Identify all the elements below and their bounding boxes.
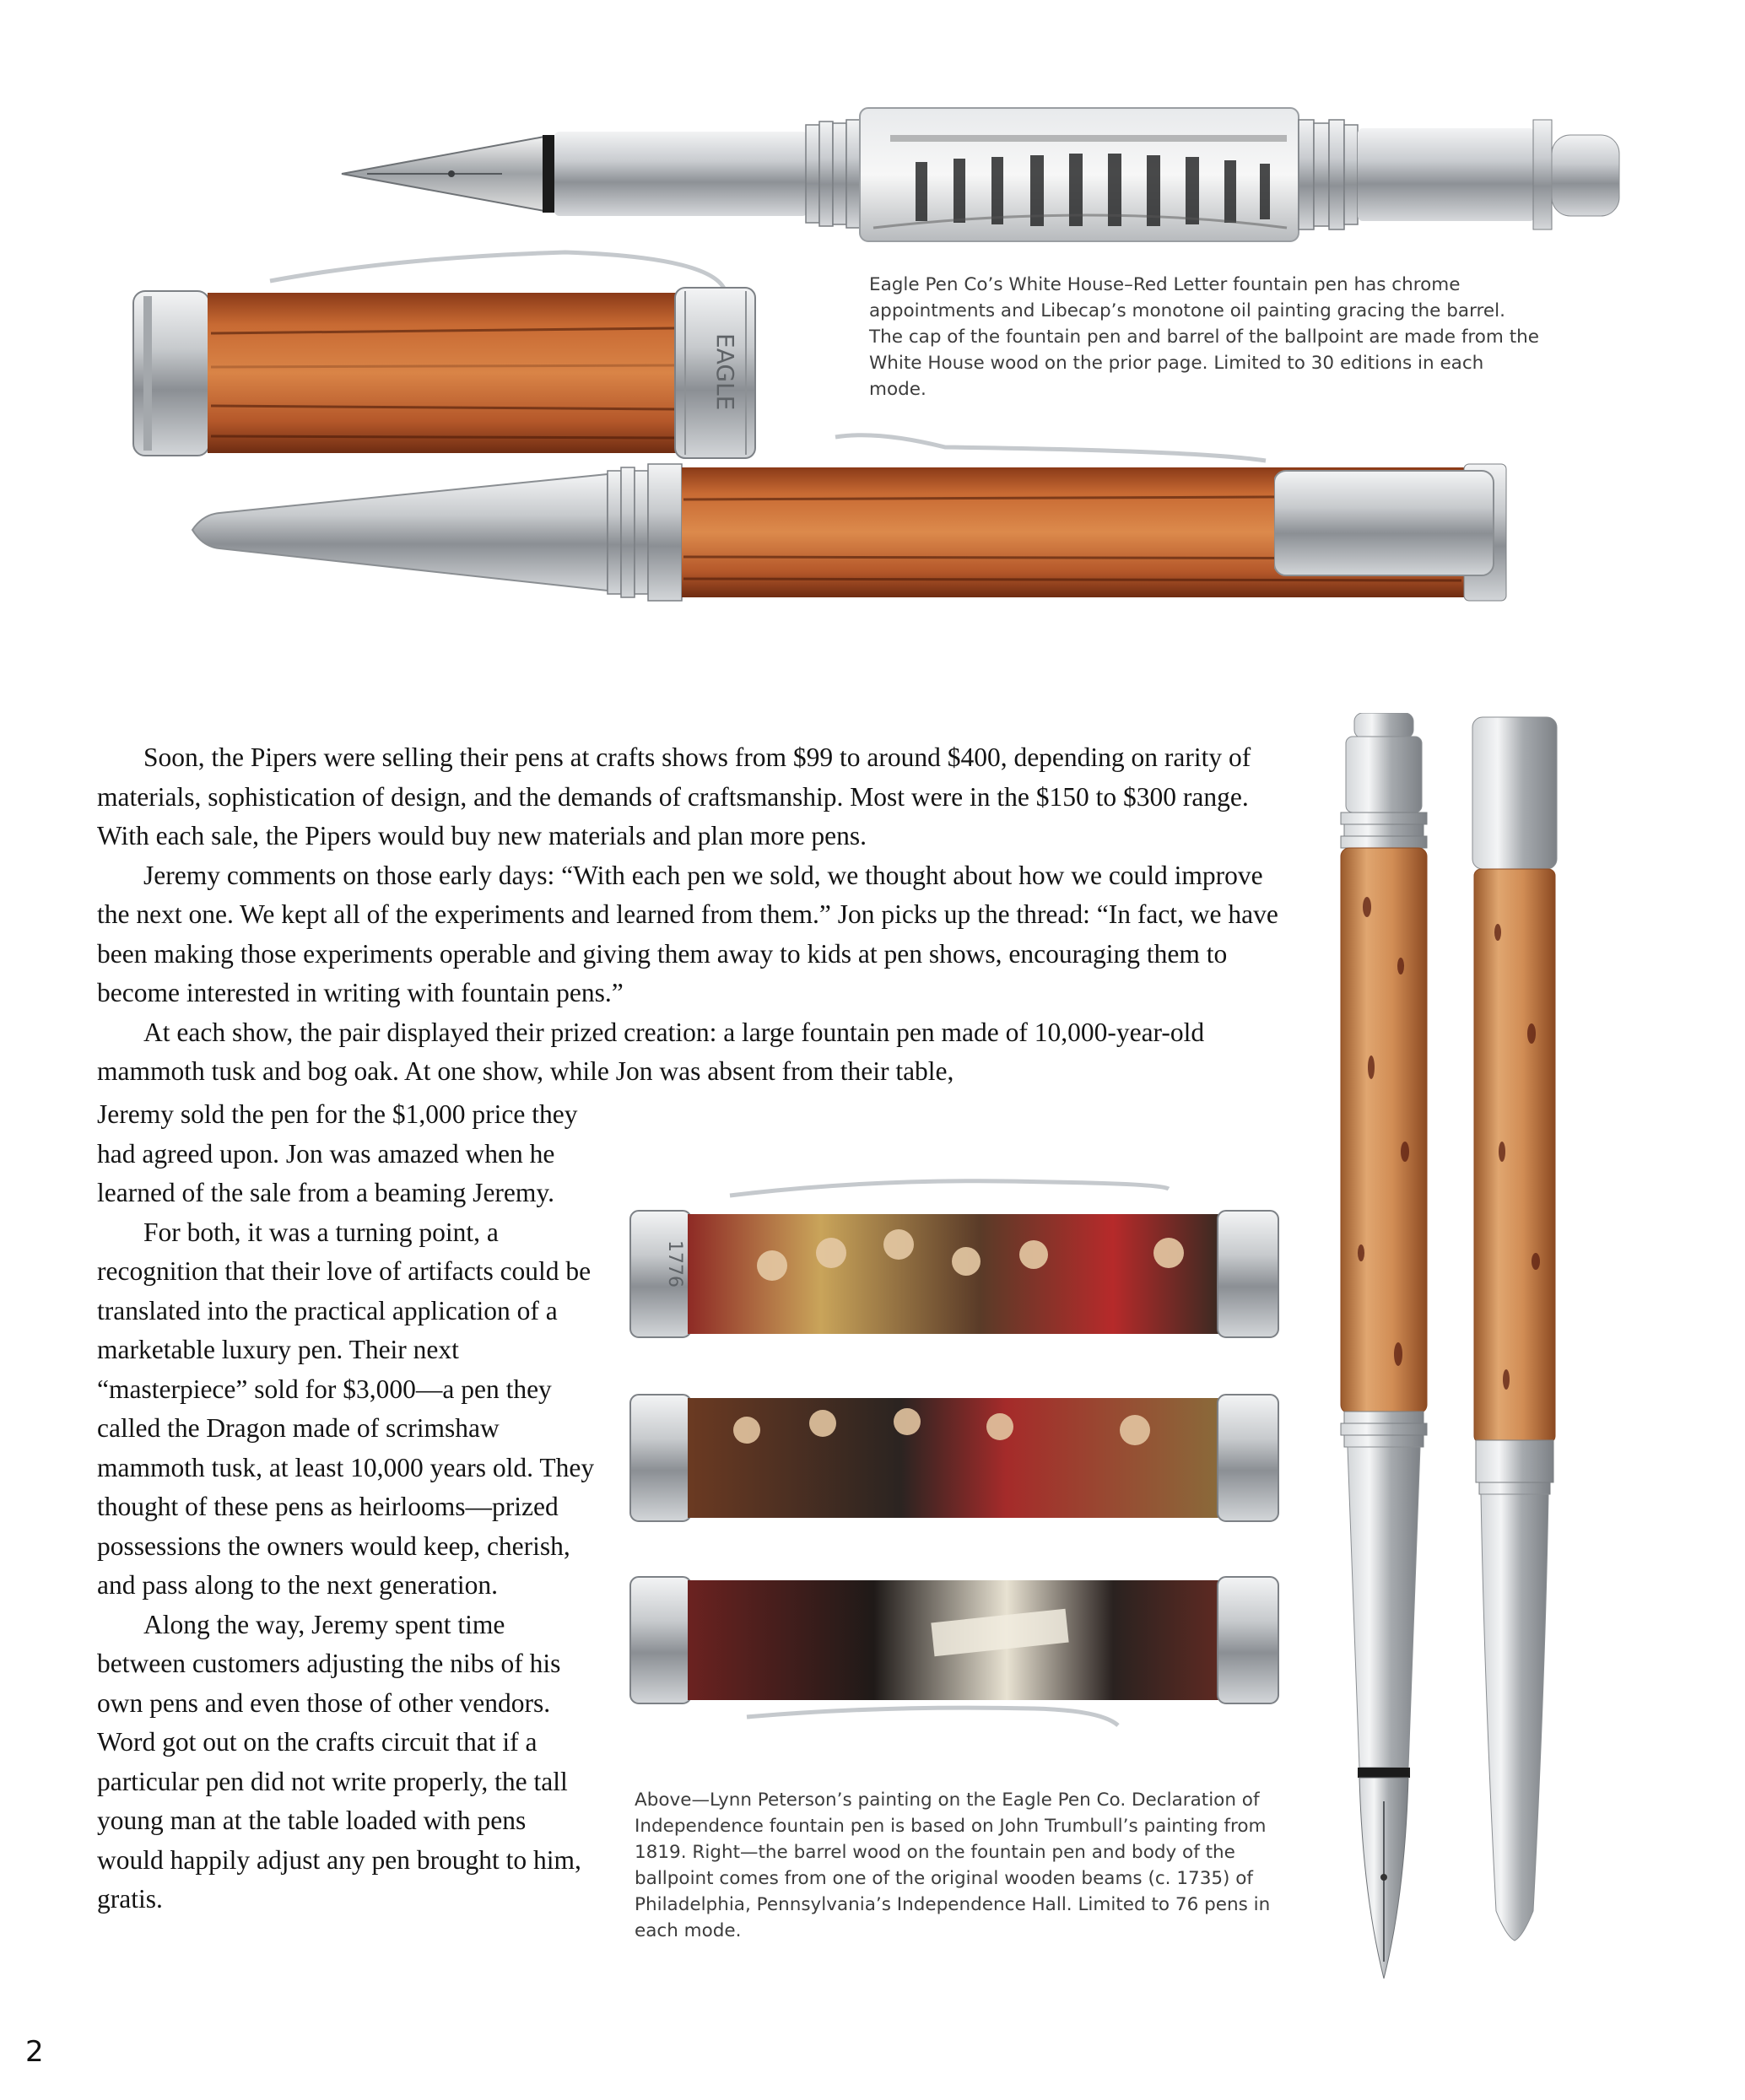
page-number: 2 bbox=[25, 2035, 44, 2069]
white-house-fountain-pen-photo bbox=[333, 101, 1650, 253]
article-text-wide bbox=[97, 738, 1278, 1092]
stamp-engraving: 1776 bbox=[664, 1240, 685, 1288]
paragraph: Jeremy comments on those early days: “With each pen we sold, we thought about how we could improve the next one. We kept all of the experiments and learned from them.” Jon picks up the thread: “In fact, we have been making those experiments operable and giving them away to kids at pen shows, encouraging them to become interested in writing with fountain pens.” bbox=[97, 860, 1278, 1007]
independence-hall-pens-detail bbox=[1321, 713, 1591, 2004]
paragraph: Soon, the Pipers were selling their pens at crafts shows from $99 to around $400, depending on rarity of materials, sophistication of design, and the demands of craftsmanship. Most were in the $150 to $300 range. With each sale, the Pipers would buy new materials and plan more pens. bbox=[97, 742, 1251, 850]
eagle-engraving: EAGLE bbox=[711, 333, 739, 411]
paragraph: At each show, the pair displayed their prized creation: a large fountain pen made of 10,000-year-old mammoth tusk and bog oak. At one show, while Jon was absent from their table, bbox=[97, 1017, 1205, 1086]
paragraph: For both, it was a turning point, a recognition that their love of artifacts could be translated into the practical application of a marketable luxury pen. Their next “masterpiece” sold for $3,000—a pen they called the Dragon made of scrimshaw mammoth tusk, at least 10,000 years old. They thought of these pens as heirlooms—prized possessions the owners would keep, cherish, and pass along to the next generation. bbox=[97, 1217, 595, 1600]
paragraph: Along the way, Jeremy spent time between customers adjusting the nibs of his own pens and even those of other vendors. Word got out on the crafts circuit that if a particular pen did not write properly, the tall young man at the table loaded with pens would happily adjust any pen brought to him, gratis. bbox=[97, 1609, 581, 1914]
bottom-photo-caption: Above—Lynn Peterson’s painting on the Eagle Pen Co. Declaration of Independence fountain pen is based on John Trumbull’s painting from 1819. Right—the barrel wood on the fountain pen and body of the ballpoint comes from one of the original wooden beams (c. 1735) of Philadelphia, Pennsylvania’s Independence Hall. Limited to 76 pens in each mode. bbox=[635, 1790, 1271, 1941]
ballpoint-cap-end bbox=[1274, 464, 1502, 582]
top-photo-caption: Eagle Pen Co’s White House–Red Letter fountain pen has chrome appointments and Libecap’s monotone oil painting gracing the barrel. The cap of the fountain pen and barrel of the ballpoint are made from the White House wood on the prior page. Limited to 30 editions in each mode. bbox=[869, 274, 1539, 400]
paragraph: Jeremy sold the pen for the $1,000 price they had agreed upon. Jon was amazed when he learned of the sale from a beaming Jeremy. bbox=[97, 1099, 578, 1207]
article-text-narrow bbox=[97, 1095, 595, 1919]
declaration-barrels-photo bbox=[629, 1177, 1287, 1742]
